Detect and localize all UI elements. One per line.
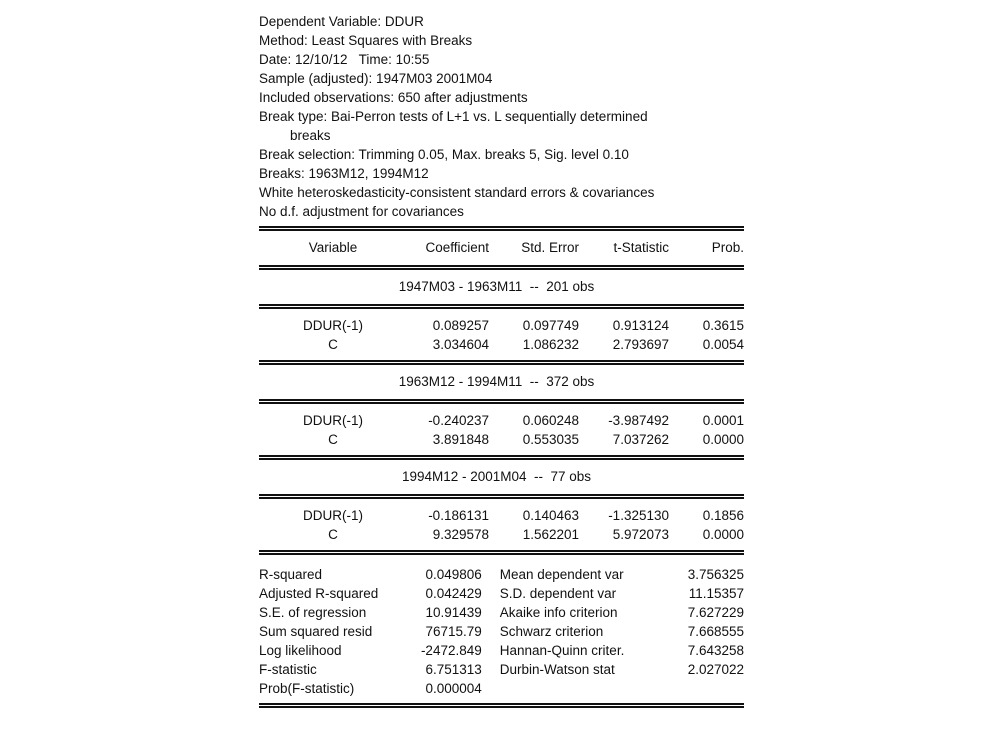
dependent-variable-line: Dependent Variable: DDUR [259, 14, 424, 29]
table-row [259, 316, 744, 335]
segment-table [259, 411, 744, 449]
stats-row [259, 660, 744, 679]
stat-label: S.E. of regression [259, 605, 367, 620]
table-row [259, 525, 744, 544]
break-type-line: Break type: Bai-Perron tests of L+1 vs. L sequentially determined [259, 109, 648, 124]
observations-line: Included observations: 650 after adjustments [259, 90, 528, 105]
summary-stats-table [259, 565, 744, 698]
stats-row [259, 622, 744, 641]
stat-value: 10.91439 [425, 605, 482, 620]
stat-value: 7.627229 [687, 605, 744, 620]
stat-value: 11.15357 [688, 586, 744, 601]
variable-name: DDUR(-1) [303, 318, 363, 333]
stat-label: Schwarz criterion [499, 624, 604, 639]
coefficient: 3.034604 [432, 337, 489, 352]
regression-output [259, 12, 744, 708]
stat-value: 0.042429 [425, 586, 482, 601]
stat-label: Sum squared resid [259, 624, 373, 639]
std-error: 1.562201 [522, 527, 579, 542]
table-row [259, 506, 744, 525]
std-error: 0.097749 [522, 318, 579, 333]
break-selection-line: Break selection: Trimming 0.05, Max. breaks 5, Sig. level 0.10 [259, 147, 629, 162]
stat-value: 3.756325 [687, 567, 744, 582]
breaks-line: Breaks: 1963M12, 1994M12 [259, 166, 429, 181]
table-row [259, 411, 744, 430]
variable-name: C [328, 527, 338, 542]
t-statistic: 7.037262 [612, 432, 669, 447]
segment-table [259, 316, 744, 354]
t-statistic: 0.913124 [612, 318, 669, 333]
stat-value: 7.643258 [687, 643, 744, 658]
stat-label: Mean dependent var [499, 567, 624, 582]
stat-value: -2472.849 [420, 643, 482, 658]
stat-label: R-squared [259, 567, 323, 582]
variable-name: DDUR(-1) [303, 508, 363, 523]
prob: 0.0054 [702, 337, 744, 352]
stat-label: Akaike info criterion [499, 605, 618, 620]
date-time-line: Date: 12/10/12 Time: 10:55 [259, 52, 430, 67]
col-prob: Prob. [711, 240, 744, 255]
stat-value: 6.751313 [425, 662, 482, 677]
coefficient: 3.891848 [432, 432, 489, 447]
coefficient: 9.329578 [432, 527, 489, 542]
stat-label: Durbin-Watson stat [499, 662, 615, 677]
std-error: 0.060248 [522, 413, 579, 428]
column-header-row [259, 231, 744, 265]
stat-value: 0.049806 [425, 567, 482, 582]
stat-label: Hannan-Quinn criter. [499, 643, 625, 658]
variable-name: DDUR(-1) [303, 413, 363, 428]
stat-label: S.D. dependent var [499, 586, 617, 601]
prob: 0.0000 [702, 527, 744, 542]
column-header-table [259, 231, 744, 265]
t-statistic: 5.972073 [612, 527, 669, 542]
coefficient: -0.240237 [428, 413, 489, 428]
stat-value [663, 679, 744, 698]
std-error: 1.086232 [522, 337, 579, 352]
prob: 0.0001 [702, 413, 744, 428]
t-statistic: 2.793697 [612, 337, 669, 352]
prob: 0.0000 [702, 432, 744, 447]
segment-title: 1994M12 - 2001M04 -- 77 obs [401, 469, 592, 484]
white-se-line: White heteroskedasticity-consistent standard errors & covariances [259, 185, 655, 200]
stat-value: 7.668555 [687, 624, 744, 639]
col-variable: Variable [308, 240, 358, 255]
stats-row [259, 565, 744, 584]
segment-table [259, 506, 744, 544]
std-error: 0.553035 [522, 432, 579, 447]
coefficient: -0.186131 [428, 508, 489, 523]
stat-label [482, 679, 663, 698]
break-type-line-cont: breaks [290, 128, 331, 143]
stat-label: Adjusted R-squared [259, 586, 379, 601]
sample-line: Sample (adjusted): 1947M03 2001M04 [259, 71, 493, 86]
stats-row [259, 603, 744, 622]
segment-title: 1947M03 - 1963M11 -- 201 obs [398, 279, 595, 294]
col-std-error: Std. Error [521, 240, 579, 255]
col-coefficient: Coefficient [425, 240, 489, 255]
stat-value: 2.027022 [687, 662, 744, 677]
method-line: Method: Least Squares with Breaks [259, 33, 473, 48]
variable-name: C [328, 432, 338, 447]
stats-row [259, 679, 744, 698]
stat-value: 76715.79 [425, 624, 482, 639]
prob: 0.1856 [702, 508, 744, 523]
table-row [259, 430, 744, 449]
stats-row [259, 641, 744, 660]
coefficient: 0.089257 [432, 318, 489, 333]
segment-title: 1963M12 - 1994M11 -- 372 obs [398, 374, 595, 389]
stat-value: 0.000004 [425, 681, 482, 696]
t-statistic: -3.987492 [608, 413, 669, 428]
prob: 0.3615 [702, 318, 744, 333]
stats-row [259, 584, 744, 603]
t-statistic: -1.325130 [608, 508, 669, 523]
col-t-statistic: t-Statistic [613, 240, 669, 255]
std-error: 0.140463 [522, 508, 579, 523]
variable-name: C [328, 337, 338, 352]
df-adjustment-line: No d.f. adjustment for covariances [259, 204, 464, 219]
table-bottom-rule [259, 703, 744, 708]
stat-label: Prob(F-statistic) [259, 681, 355, 696]
stat-label: Log likelihood [259, 643, 342, 658]
header-block [259, 12, 744, 221]
table-row [259, 335, 744, 354]
stat-label: F-statistic [259, 662, 317, 677]
